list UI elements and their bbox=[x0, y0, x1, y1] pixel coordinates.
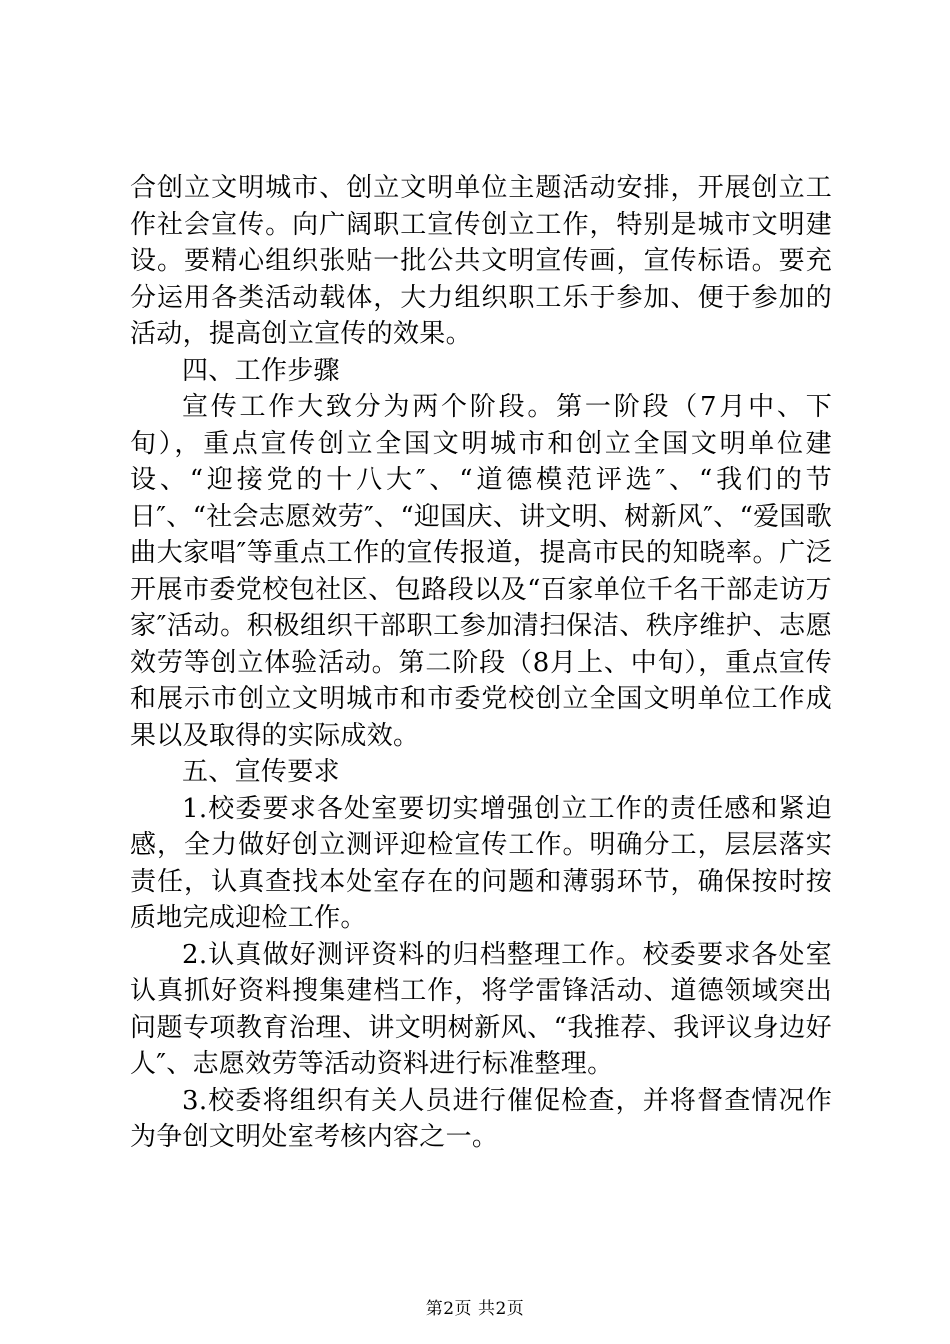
requirement-item-3: 3.校委将组织有关人员进行催促检查，并将督查情况作为争创文明处室考核内容之一。 bbox=[130, 1085, 832, 1152]
section-heading-publicity-requirements: 五、宣传要求 bbox=[182, 757, 340, 787]
requirement-item-1: 1.校委要求各处室要切实增强创立工作的责任感和紧迫感，全力做好创立测评迎检宣传工作。明确分工，层层落实责任，认真查找本处室存在的问题和薄弱环节，确保按时按质地完成迎检工作。 bbox=[130, 793, 832, 933]
page-number-footer: 第2页 共2页 bbox=[425, 1299, 525, 1319]
document-body bbox=[130, 170, 832, 1156]
requirement-item-2: 2.认真做好测评资料的归档整理工作。校委要求各处室认真抓好资料搜集建档工作，将学雷锋活动、道德领域突出问题专项教育治理、讲文明树新风、“我推荐、我评议身边好人″、志愿效劳等活动资料进行标准整理。 bbox=[130, 939, 832, 1079]
section-heading-work-steps: 四、工作步骤 bbox=[182, 355, 340, 386]
paragraph-work-steps: 宣传工作大致分为两个阶段。第一阶段（7月中、下旬），重点宣传创立全国文明城市和创立全国文明单位建设、“迎接党的十八大″、“道德模范评选″、“我们的节日″、“社会志愿效劳″、“迎国庆、讲文明、树新风″、“爱国歌曲大家唱″等重点工作的宣传报道，提高市民的知晓率。广泛开展市委党校包社区、包路段以及“百家单位千名干部走访万家″活动。积极组织干部职工参加清扫保洁、秩序维护、志愿效劳等创立体验活动。第二阶段（8月上、中旬），重点宣传和展示市创立文明城市和市委党校创立全国文明单位工作成果以及取得的实际成效。 bbox=[130, 392, 833, 751]
paragraph-continuation: 合创立文明城市、创立文明单位主题活动安排，开展创立工作社会宣传。向广阔职工宣传创立工作，特别是城市文明建设。要精心组织张贴一批公共文明宣传画，宣传标语。要充分运用各类活动载体，大力组织职工乐于参加、便于参加的活动，提高创立宣传的效果。 bbox=[130, 173, 832, 349]
